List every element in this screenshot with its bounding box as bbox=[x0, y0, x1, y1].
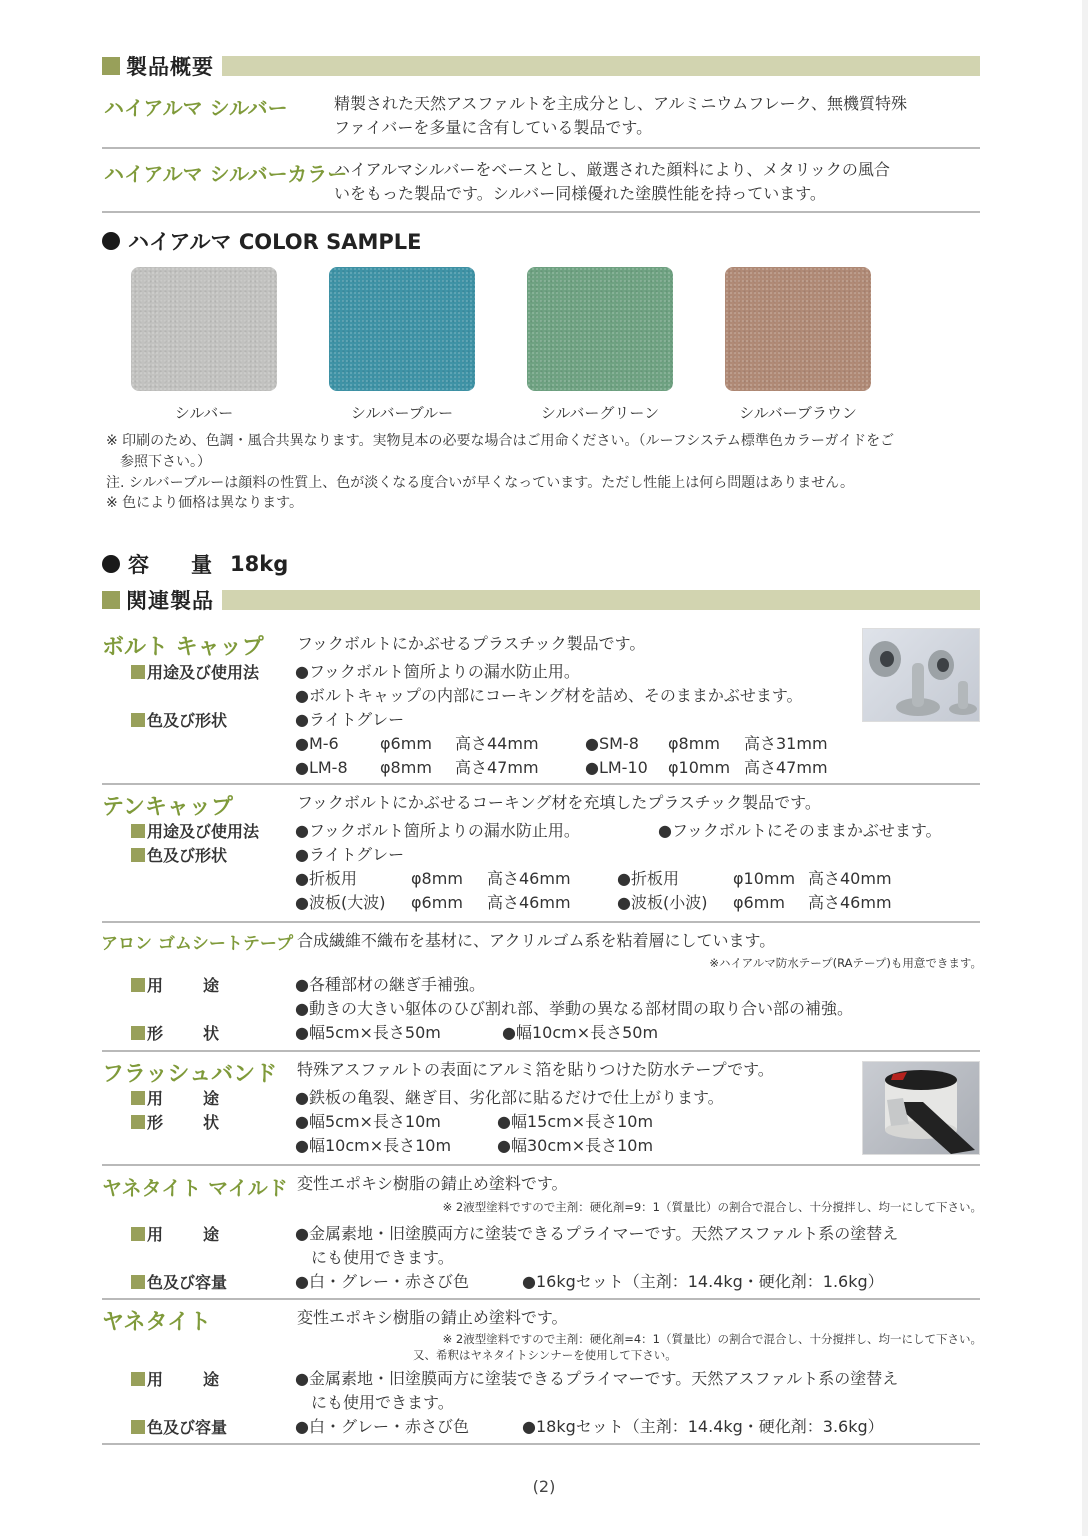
color-note-3: ※ 色により価格は異なります。 bbox=[106, 495, 304, 511]
swatch-label: シルバーブラウン bbox=[739, 404, 857, 422]
product-name-flash-band: フラッシュバンド bbox=[102, 1062, 278, 1087]
spec-diameter: φ6mm bbox=[411, 893, 463, 912]
label-square-icon bbox=[131, 848, 145, 862]
aron-tape-shape-1: ●幅5cm×長さ50m bbox=[295, 1023, 441, 1042]
divider bbox=[102, 1050, 980, 1052]
spec-height: 高さ46mm bbox=[487, 869, 571, 888]
ten-cap-color: ●ライトグレー bbox=[295, 845, 405, 864]
spec-height: 高さ31mm bbox=[744, 734, 828, 753]
section-band bbox=[222, 590, 980, 610]
flash-band-image-icon bbox=[863, 1062, 981, 1156]
swatch-label: シルバー bbox=[174, 404, 234, 422]
label-square-icon bbox=[131, 1227, 145, 1241]
spec-diameter: φ8mm bbox=[668, 734, 720, 753]
ten-cap-shape-label: 色及び形状 bbox=[131, 843, 227, 866]
product-name-aron-tape: アロン ゴムシートテープ bbox=[101, 934, 294, 954]
spec-model: ●LM-8 bbox=[295, 758, 348, 777]
spec-height: 高さ46mm bbox=[808, 893, 892, 912]
aron-tape-shape-label: 形 状 bbox=[131, 1021, 231, 1044]
yanetite-mild-note: ※ 2液型塗料ですので主剤：硬化剤=9：1（質量比）の割合で混合し、十分撹拌し、均一にして下さい。 bbox=[442, 1200, 982, 1214]
flash-band-shape: ●幅30cm×長さ10m bbox=[497, 1136, 654, 1155]
flash-band-usage-label: 用 途 bbox=[131, 1086, 231, 1109]
spec-height: 高さ46mm bbox=[487, 893, 571, 912]
spec-diameter: φ10mm bbox=[733, 869, 796, 888]
swatch-silver-brown bbox=[725, 267, 871, 391]
yanetite-note-2: 又、希釈はヤネタイトシンナーを使用して下さい。 bbox=[413, 1348, 677, 1362]
section-title: 関連製品 bbox=[126, 589, 214, 613]
flash-band-shape: ●幅15cm×長さ10m bbox=[497, 1112, 654, 1131]
bolt-cap-desc: フックボルトにかぶせるプラスチック製品です。 bbox=[297, 634, 646, 653]
product-name-yanetite: ヤネタイト bbox=[102, 1310, 212, 1335]
spec-diameter: φ8mm bbox=[380, 758, 432, 777]
product-name-ten-cap: テンキャップ bbox=[102, 795, 233, 820]
yanetite-mild-set: ●16kgセット（主剤：14.4kg・硬化剤：1.6kg） bbox=[522, 1272, 884, 1291]
yanetite-usage-2: にも使用できます。 bbox=[295, 1393, 454, 1412]
capacity-label: 容 量 bbox=[128, 553, 212, 577]
spec-model: ●折板用 bbox=[295, 869, 357, 888]
spec-diameter: φ10mm bbox=[668, 758, 731, 777]
flash-band-shape-label: 形 状 bbox=[131, 1110, 231, 1133]
label-square-icon bbox=[131, 1420, 145, 1434]
yanetite-mild-desc: 変性エポキシ樹脂の錆止め塗料です。 bbox=[297, 1174, 568, 1193]
spec-model: ●波板(小波) bbox=[617, 893, 708, 912]
product-name-silver-color: ハイアルマ シルバーカラー bbox=[104, 162, 348, 186]
yanetite-mild-color-label: 色及び容量 bbox=[131, 1270, 227, 1293]
spec-model: ●LM-10 bbox=[585, 758, 648, 777]
label-square-icon bbox=[131, 713, 145, 727]
swatch-label: シルバーブルー bbox=[350, 404, 454, 422]
product-desc-silver-1: 精製された天然アスファルトを主成分とし、アルミニウムフレーク、無機質特殊 bbox=[334, 94, 907, 113]
yanetite-usage-label: 用 途 bbox=[131, 1367, 231, 1390]
bolt-cap-image-icon bbox=[863, 629, 981, 723]
color-sample-heading bbox=[102, 226, 421, 256]
section-header-overview bbox=[102, 54, 980, 78]
label-square-icon bbox=[131, 665, 145, 679]
color-note-1-cont: 参照下さい。） bbox=[106, 454, 211, 470]
section-band bbox=[222, 56, 980, 76]
flash-band-usage-1: ●鉄板の亀裂、継ぎ目、劣化部に貼るだけで仕上がります。 bbox=[295, 1088, 724, 1107]
yanetite-usage-1: ●金属素地・旧塗膜両方に塗装できるプライマーです。天然アスファルト系の塗替え bbox=[295, 1369, 899, 1388]
aron-tape-usage-label: 用 途 bbox=[131, 973, 231, 996]
product-desc-silver-color-1: ハイアルマシルバーをベースとし、厳選された顔料により、メタリックの風合 bbox=[334, 160, 890, 179]
label-square-icon bbox=[131, 824, 145, 838]
label-square-icon bbox=[131, 1275, 145, 1289]
yanetite-note-1: ※ 2液型塗料ですので主剤：硬化剤=4：1（質量比）の割合で混合し、十分撹拌し、均一にして下さい。 bbox=[442, 1332, 982, 1346]
aron-tape-note: ※ハイアルマ防水テープ(RAテープ)も用意できます。 bbox=[709, 956, 982, 970]
label-square-icon bbox=[131, 978, 145, 992]
flash-band-desc: 特殊アスファルトの表面にアルミ箔を貼りつけた防水テープです。 bbox=[297, 1060, 774, 1079]
flash-band-shape: ●幅10cm×長さ10m bbox=[295, 1136, 452, 1155]
aron-tape-usage-2: ●動きの大きい躯体のひび割れ部、挙動の異なる部材間の取り合い部の補強。 bbox=[295, 999, 853, 1018]
swatch-label: シルバーグリーン bbox=[540, 404, 660, 422]
aron-tape-shape-2: ●幅10cm×長さ50m bbox=[502, 1023, 659, 1042]
divider bbox=[102, 1164, 980, 1166]
section-title: 製品概要 bbox=[126, 55, 214, 79]
spec-height: 高さ44mm bbox=[455, 734, 539, 753]
product-name-silver: ハイアルマ シルバー bbox=[104, 96, 288, 120]
label-square-icon bbox=[131, 1115, 145, 1129]
bolt-cap-color: ●ライトグレー bbox=[295, 710, 405, 729]
bolt-cap-shape-label: 色及び形状 bbox=[131, 708, 227, 731]
product-desc-silver-color-2: いをもった製品です。シルバー同様優れた塗膜性能を持っています。 bbox=[334, 184, 826, 203]
spec-diameter: φ8mm bbox=[411, 869, 463, 888]
yanetite-colors: ●白・グレー・赤さび色 bbox=[295, 1417, 469, 1436]
ten-cap-desc: フックボルトにかぶせるコーキング材を充填したプラスチック製品です。 bbox=[297, 793, 821, 812]
color-note-1: ※ 印刷のため、色調・風合共異なります。実物見本の必要な場合はご用命ください。（ルーフシステム標準色カラーガイドをご bbox=[106, 433, 895, 449]
bolt-cap-photo bbox=[862, 628, 980, 722]
aron-tape-usage-1: ●各種部材の継ぎ手補強。 bbox=[295, 975, 485, 994]
capacity-heading bbox=[102, 549, 288, 579]
section-square-icon bbox=[102, 591, 120, 609]
bolt-cap-usage-label: 用途及び使用法 bbox=[131, 660, 259, 683]
flash-band-shape: ●幅5cm×長さ10m bbox=[295, 1112, 441, 1131]
bolt-cap-usage-1: ●フックボルト箇所よりの漏水防止用。 bbox=[295, 662, 580, 681]
yanetite-mild-colors: ●白・グレー・赤さび色 bbox=[295, 1272, 469, 1291]
label-square-icon bbox=[131, 1091, 145, 1105]
page-number: (2) bbox=[532, 1477, 556, 1496]
spec-model: ●SM-8 bbox=[585, 734, 639, 753]
color-note-2: 注. シルバーブルーは顔料の性質上、色が淡くなる度合いが早くなっています。ただし性能上は何ら問題はありません。 bbox=[106, 475, 855, 491]
section-square-icon bbox=[102, 57, 120, 75]
yanetite-set: ●18kgセット（主剤：14.4kg・硬化剤：3.6kg） bbox=[522, 1417, 884, 1436]
yanetite-mild-usage-2: にも使用できます。 bbox=[295, 1248, 454, 1267]
spec-model: ●折板用 bbox=[617, 869, 679, 888]
yanetite-desc: 変性エポキシ樹脂の錆止め塗料です。 bbox=[297, 1308, 568, 1327]
spec-height: 高さ40mm bbox=[808, 869, 892, 888]
section-header-related bbox=[102, 588, 980, 612]
ten-cap-usage-label: 用途及び使用法 bbox=[131, 819, 259, 842]
yanetite-color-label: 色及び容量 bbox=[131, 1415, 227, 1438]
swatch-silver-blue bbox=[329, 267, 475, 391]
label-square-icon bbox=[131, 1026, 145, 1040]
bullet-icon bbox=[102, 555, 120, 573]
flash-band-photo bbox=[862, 1061, 980, 1155]
divider bbox=[102, 147, 980, 149]
product-name-bolt-cap: ボルト キャップ bbox=[102, 635, 264, 660]
swatch-silver bbox=[131, 267, 277, 391]
product-name-yanetite-mild: ヤネタイト マイルド bbox=[102, 1176, 288, 1200]
spec-model: ●M-6 bbox=[295, 734, 339, 753]
spec-height: 高さ47mm bbox=[744, 758, 828, 777]
spec-diameter: φ6mm bbox=[380, 734, 432, 753]
divider bbox=[102, 921, 980, 923]
ten-cap-usage-2: ●フックボルトにそのままかぶせます。 bbox=[658, 821, 942, 840]
product-desc-silver-2: ファイバーを多量に含有している製品です。 bbox=[334, 118, 653, 137]
divider bbox=[102, 211, 980, 213]
yanetite-mild-usage-label: 用 途 bbox=[131, 1222, 231, 1245]
bolt-cap-usage-2: ●ボルトキャップの内部にコーキング材を詰め、そのままかぶせます。 bbox=[295, 686, 803, 705]
capacity-value: 18kg bbox=[230, 552, 289, 576]
color-sample-title: ハイアルマ COLOR SAMPLE bbox=[128, 230, 422, 254]
spec-height: 高さ47mm bbox=[455, 758, 539, 777]
ten-cap-usage-1: ●フックボルト箇所よりの漏水防止用。 bbox=[295, 821, 580, 840]
spec-model: ●波板(大波) bbox=[295, 893, 386, 912]
label-square-icon bbox=[131, 1372, 145, 1386]
scrollbar[interactable] bbox=[1082, 0, 1088, 1536]
divider bbox=[102, 783, 980, 785]
bullet-icon bbox=[102, 232, 120, 250]
swatch-silver-green bbox=[527, 267, 673, 391]
yanetite-mild-usage-1: ●金属素地・旧塗膜両方に塗装できるプライマーです。天然アスファルト系の塗替え bbox=[295, 1224, 899, 1243]
divider bbox=[102, 1443, 980, 1445]
spec-diameter: φ6mm bbox=[733, 893, 785, 912]
aron-tape-desc: 合成繊維不織布を基材に、アクリルゴム系を粘着層にしています。 bbox=[297, 931, 776, 950]
divider bbox=[102, 1298, 980, 1300]
